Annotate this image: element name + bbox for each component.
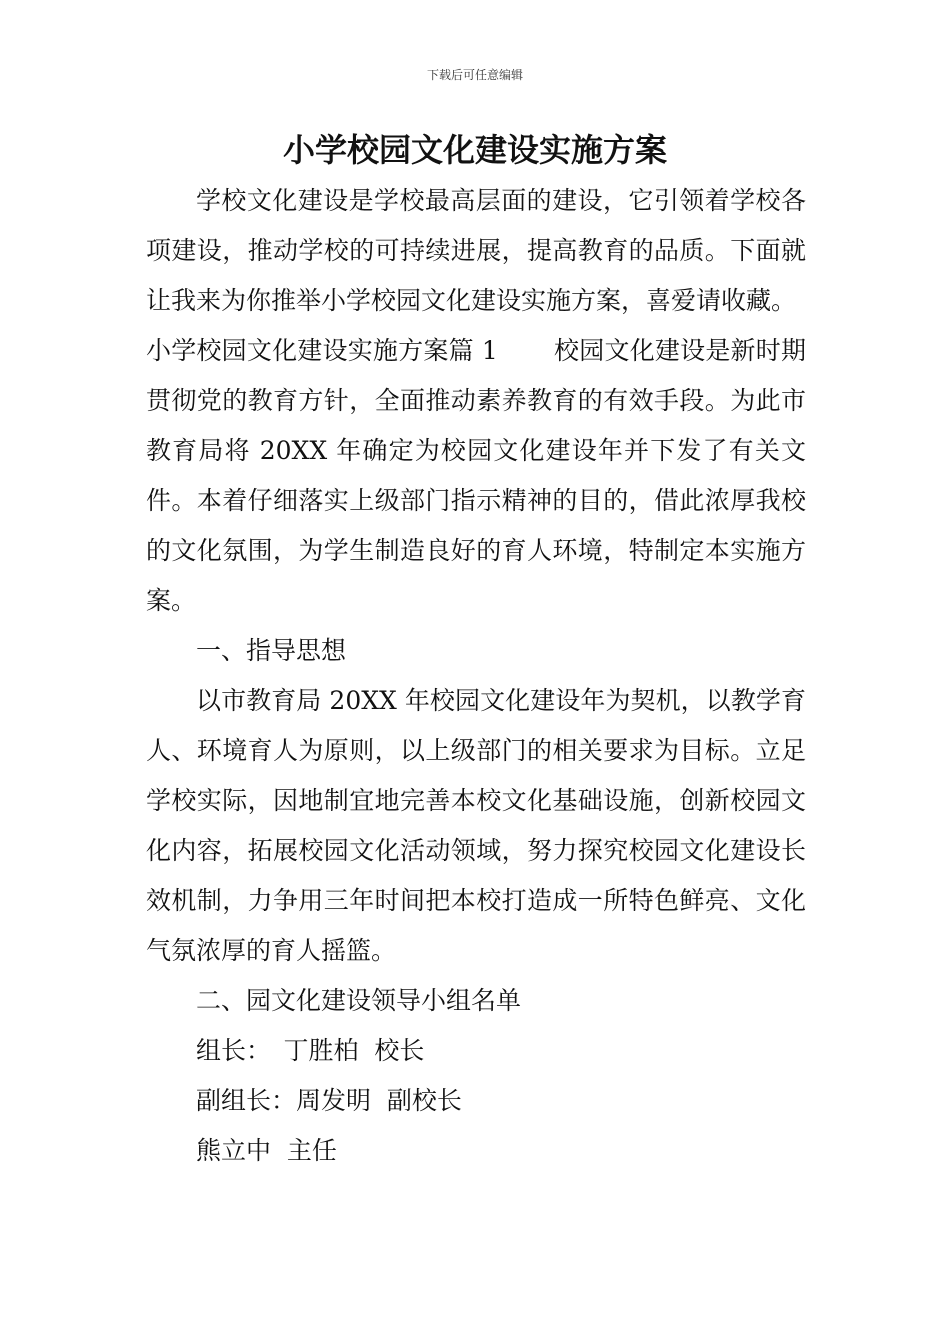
group-leader: 组长： 丁胜柏 校长 — [196, 1036, 425, 1065]
section1-heading: 小学校园文化建设实施方案篇 1 — [146, 336, 498, 365]
section1-text: 校园文化建设是新时期贯彻党的教育方针，全面推动素养教育的有效手段。为此市教育局将 20XX 年确定为校园文化建设年并下发了有关文件。本着仔细落实上级部门指示精神的目的，借此浓厚我校的文化氛围，为学生制造良好的育人环境，特制定本实施方案。 — [146, 336, 806, 615]
group-deputy: 副组长：周发明 副校长 — [196, 1086, 462, 1115]
group-member: 熊立中 主任 — [196, 1136, 337, 1165]
document-body — [146, 176, 806, 1176]
header-note: 下载后可任意编辑 — [426, 68, 523, 82]
document-title: 小学校园文化建设实施方案 — [282, 131, 667, 169]
group-heading: 二、园文化建设领导小组名单 — [196, 986, 522, 1015]
intro-paragraph: 学校文化建设是学校最高层面的建设，它引领着学校各项建设，推动学校的可持续进展，提高教育的品质。下面就让我来为你推举小学校园文化建设实施方案，喜爱请收藏。 — [146, 186, 806, 315]
section1-paragraph — [146, 326, 806, 626]
guiding-paragraph: 以市教育局 20XX 年校园文化建设年为契机，以教学育人、环境育人为原则，以上级部门的相关要求为目标。立足学校实际，因地制宜地完善本校文化基础设施，创新校园文化内容，拓展校园文化活动领域，努力探究校园文化建设长效机制，力争用三年时间把本校打造成一所特色鲜亮、文化气氛浓厚的育人摇篮。 — [146, 686, 806, 965]
guiding-heading: 一、指导思想 — [196, 636, 347, 665]
